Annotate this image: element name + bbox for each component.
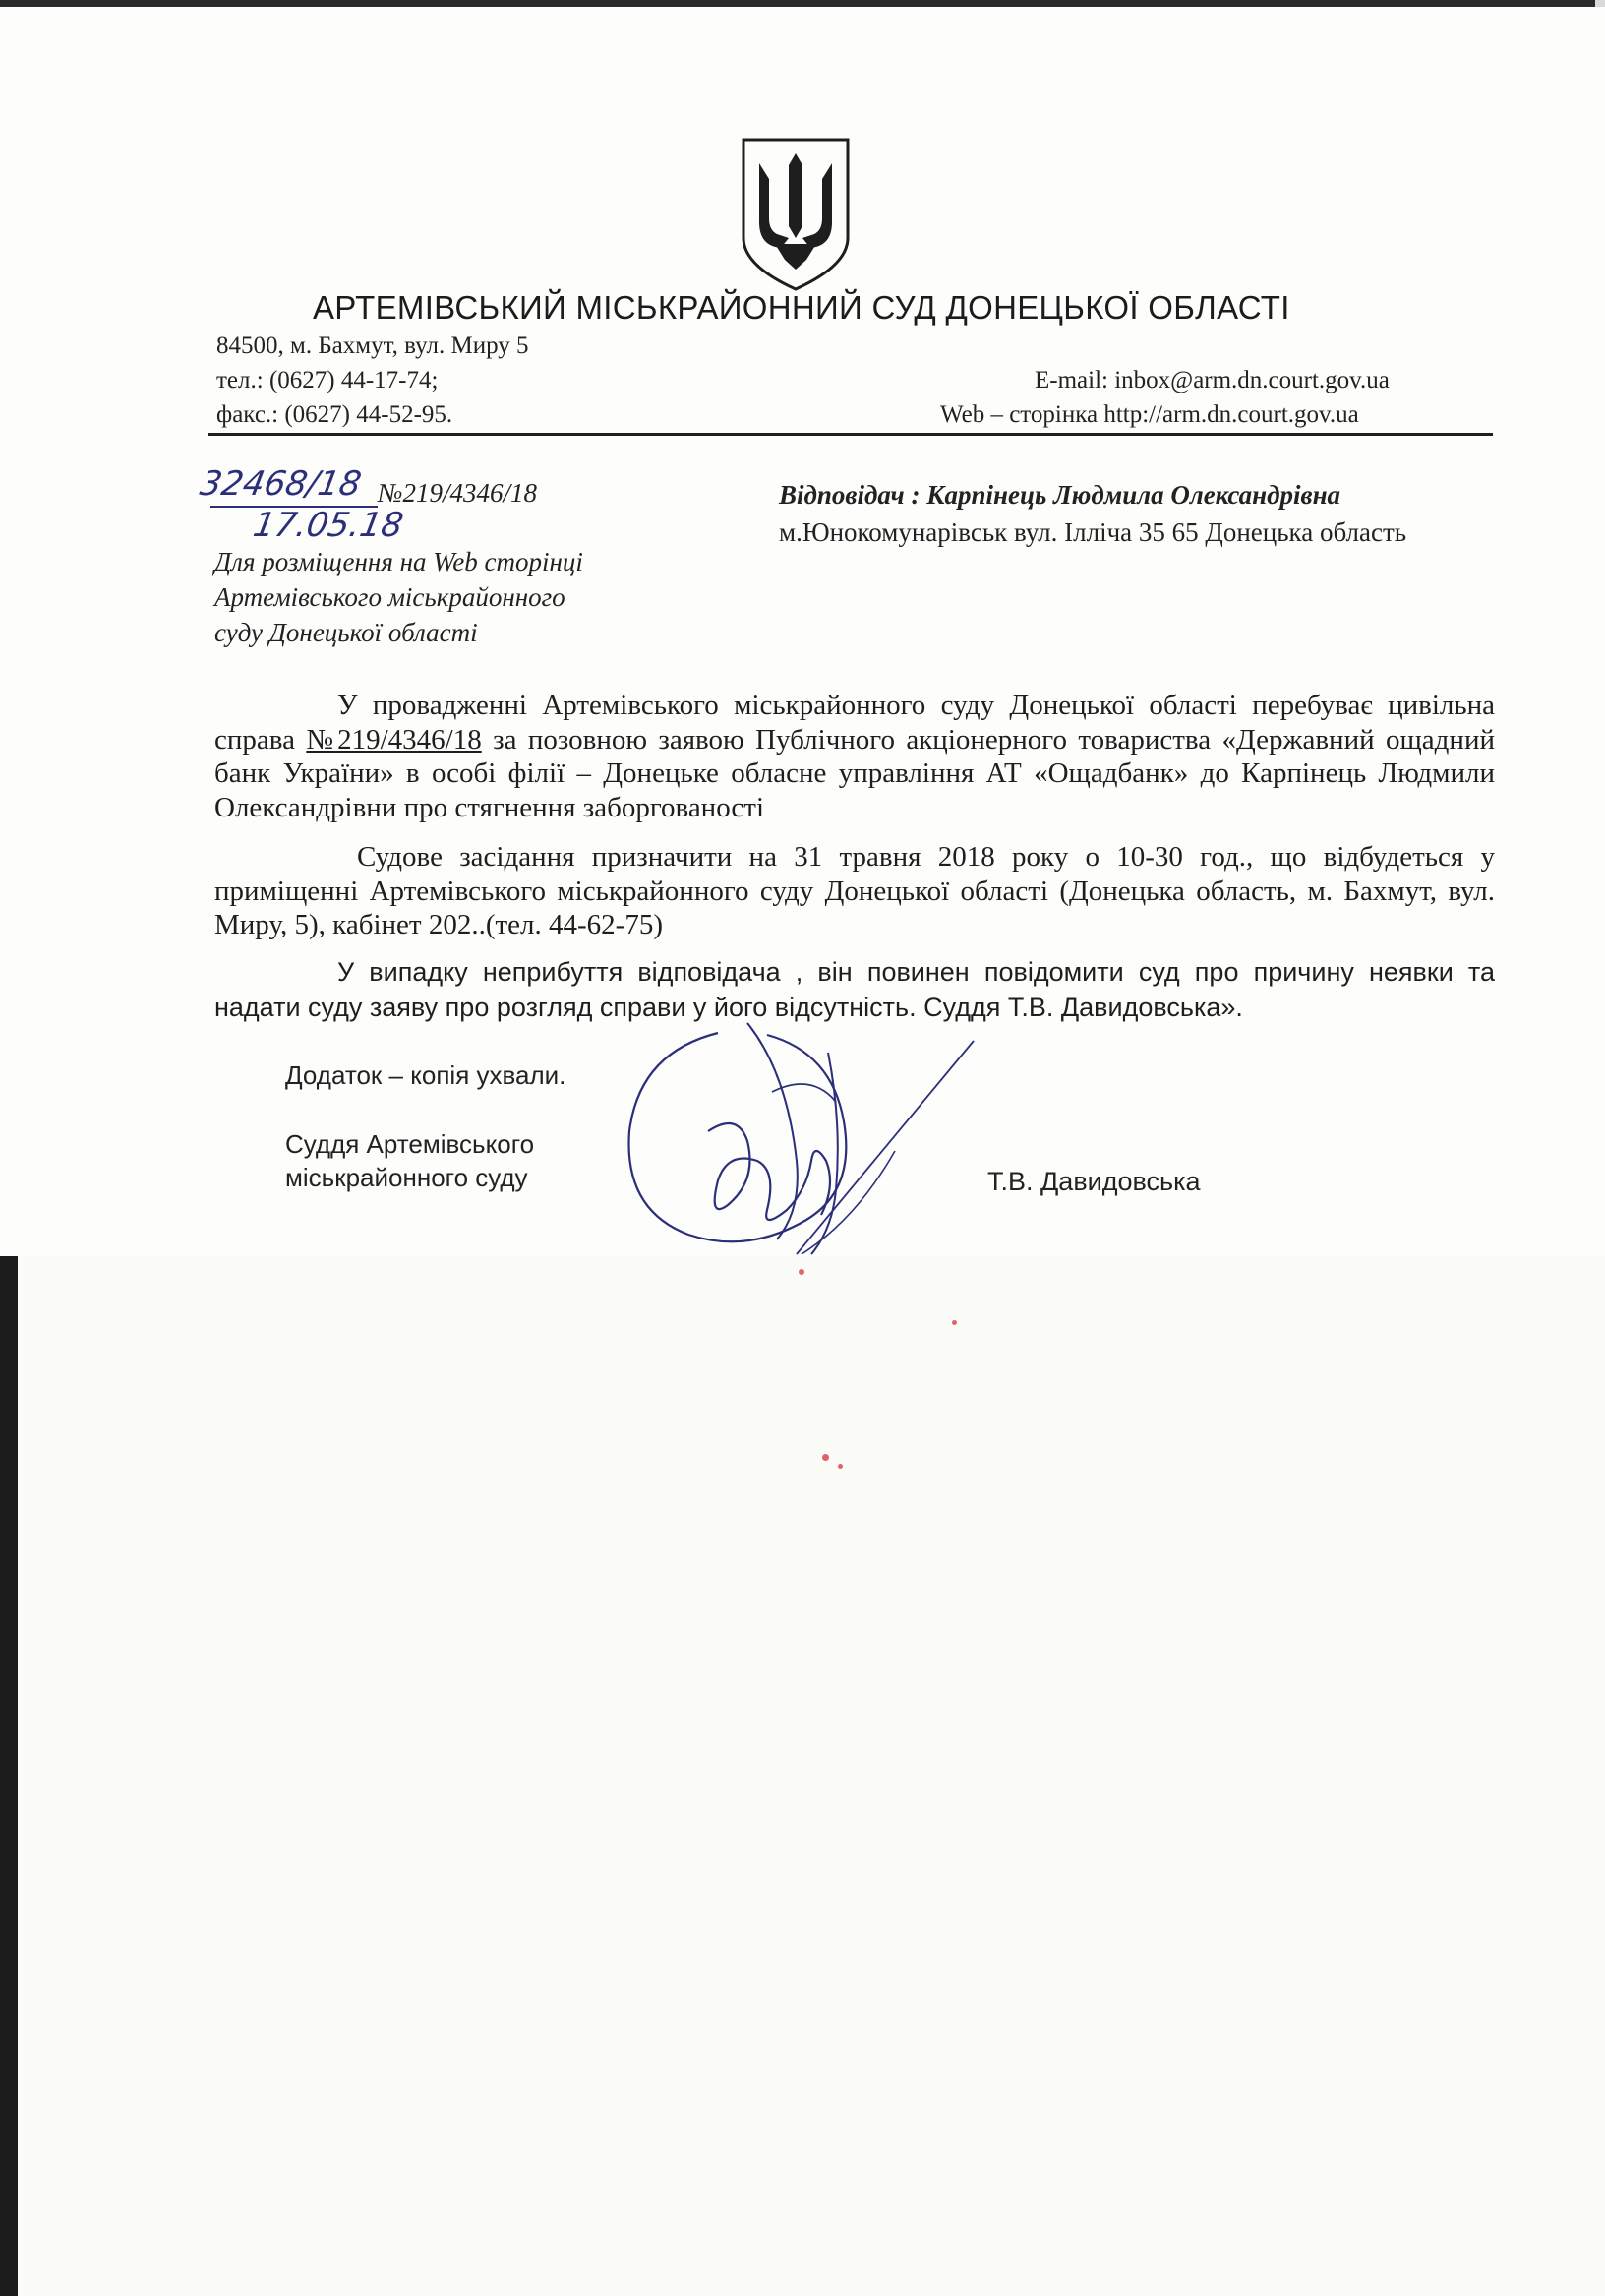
body-paragraph-3: У випадку неприбуття відповідача , він повинен повідомити суд про причину неявки та надати суду заяву про розгляд справи у його відсутність. Суддя Т.В. Давидовська». <box>214 957 1495 1022</box>
placement-note-line1: Для розміщення на Web сторінці <box>214 547 583 576</box>
handwritten-outgoing-number: 32468/18 <box>197 464 365 504</box>
recipient-address: м.Юнокомунарівськ вул. Ілліча 35 65 Донецька область <box>779 517 1407 547</box>
case-number-header: №219/4346/18 <box>378 478 537 508</box>
judge-name: Т.В. Давидовська <box>987 1167 1201 1196</box>
red-speck <box>838 1464 843 1469</box>
trident-emblem-icon <box>738 136 854 293</box>
body-case-number: №219/4346/18 <box>306 723 482 755</box>
court-email: E-mail: inbox@arm.dn.court.gov.ua <box>1035 367 1390 393</box>
red-speck <box>799 1269 804 1275</box>
placement-note-line3: суду Донецької області <box>214 618 478 647</box>
body-paragraph-1 <box>214 689 1495 824</box>
red-speck <box>952 1320 957 1325</box>
court-fax: факс.: (0627) 44-52-95. <box>216 401 453 428</box>
scan-edge-top <box>0 0 1605 7</box>
lower-blank-sheet <box>18 1241 1605 2296</box>
attachment-note: Додаток – копія ухвали. <box>285 1060 566 1090</box>
body-p1-end: за позовною заявою Публічного акціонерного товариства «Державний ощадний банк України» в особі філії – Донецьке обласне управління АТ «Ощадбанк» до Карпінець Людмили Олександрівни про стягнення заборгованості <box>214 723 1495 823</box>
placement-note-line2: Артемівського міськрайонного <box>214 582 565 612</box>
body-paragraph-2: Судове засідання призначити на 31 травня 2018 року о 10-30 год., що відбудеться у приміщенні Артемівського міськрайонного суду Донецької області (Донецька область, м. Бахмут, вул. Миру, 5), кабінет 202..(тел. 44-62-75) <box>214 841 1495 940</box>
judge-signature-icon <box>600 1013 993 1259</box>
court-web: Web – сторінка http://arm.dn.court.gov.ua <box>940 401 1359 428</box>
header-divider <box>208 433 1493 436</box>
court-name-heading: АРТЕМІВСЬКИЙ МІСЬКРАЙОННИЙ СУД ДОНЕЦЬКОЇ ОБЛАСТІ <box>313 289 1290 326</box>
judge-title-line1: Суддя Артемівського <box>285 1129 535 1159</box>
judge-title-line2: міськрайонного суду <box>285 1163 528 1192</box>
recipient-label: Відповідач : Карпінець Людмила Олександрівна <box>779 480 1341 510</box>
court-address: 84500, м. Бахмут, вул. Миру 5 <box>216 332 529 359</box>
body-p1-start: У провадженні Артемівського міськрайонного суду Донецької області перебуває цивільна справа <box>214 690 1495 755</box>
handwritten-date: 17.05.18 <box>250 506 406 545</box>
court-phone: тел.: (0627) 44-17-74; <box>216 367 439 393</box>
red-speck <box>822 1454 829 1461</box>
scan-edge-left <box>0 1249 18 2296</box>
